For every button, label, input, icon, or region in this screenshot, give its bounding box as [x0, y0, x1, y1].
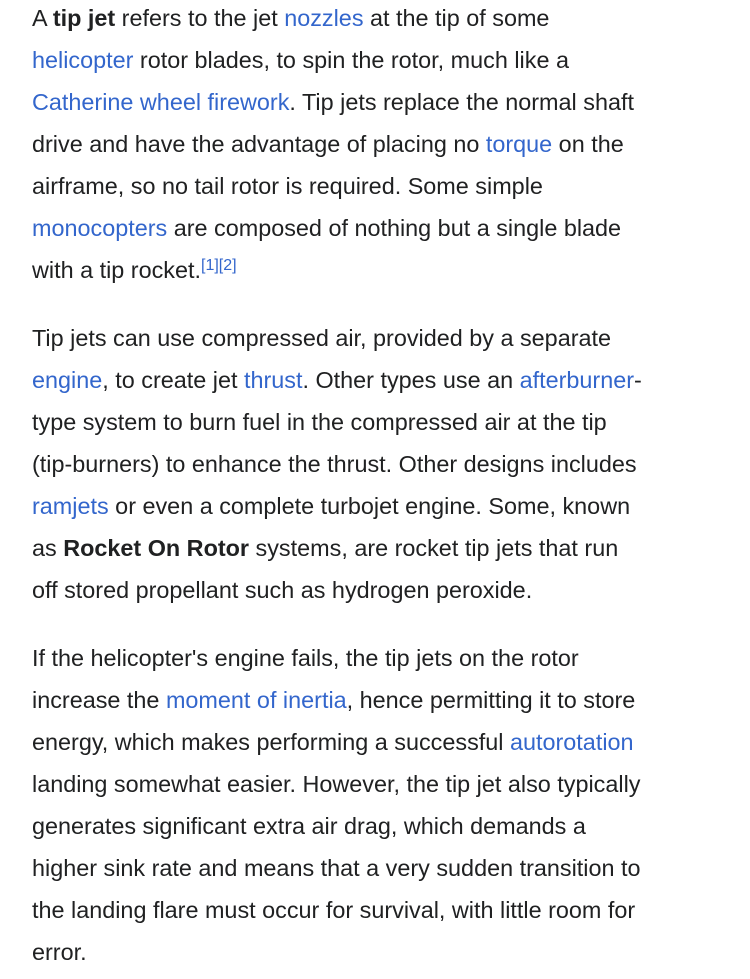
- text-run: type system to burn fuel in the compressed air at the tip: [32, 409, 607, 435]
- text-line: [32, 359, 732, 401]
- text-line: [32, 39, 732, 81]
- text-line: [32, 81, 732, 123]
- article-body: [32, 0, 732, 973]
- text-run: or even a complete turbojet engine. Some, known: [108, 493, 631, 519]
- text-line: [32, 249, 732, 291]
- text-run: off stored propellant such as hydrogen peroxide.: [32, 577, 533, 603]
- text-line: [32, 207, 732, 249]
- wiki-link[interactable]: nozzles: [284, 5, 364, 31]
- text-line: [32, 805, 732, 847]
- citation-ref[interactable]: [1][2]: [201, 257, 237, 274]
- text-run: error.: [32, 939, 87, 965]
- paragraph-engine-failure: [32, 637, 732, 973]
- wiki-link[interactable]: monocopters: [32, 215, 168, 241]
- text-line: [32, 401, 732, 443]
- wiki-link[interactable]: helicopter: [32, 47, 134, 73]
- text-line: [32, 847, 732, 889]
- text-run: systems, are rocket tip jets that run: [249, 535, 619, 561]
- text-run: rotor blades, to spin the rotor, much like a: [133, 47, 569, 73]
- text-run: increase the: [32, 687, 166, 713]
- text-line: [32, 721, 732, 763]
- text-line: [32, 165, 732, 207]
- wiki-link[interactable]: engine: [32, 367, 103, 393]
- text-run: refers to the jet: [115, 5, 285, 31]
- text-run: higher sink rate and means that a very sudden transition to: [32, 855, 641, 881]
- text-line: [32, 443, 732, 485]
- text-run: at the tip of some: [363, 5, 550, 31]
- text-run: Tip jets can use compressed air, provided by a separate: [32, 325, 612, 351]
- text-run: are composed of nothing but a single blade: [167, 215, 622, 241]
- wiki-link[interactable]: torque: [485, 131, 553, 157]
- text-run: , to create jet: [102, 367, 244, 393]
- bold-term: tip jet: [52, 5, 116, 31]
- text-line: [32, 569, 732, 611]
- text-run: , hence permitting it to store: [346, 687, 636, 713]
- text-run: . Other types use an: [302, 367, 520, 393]
- text-line: [32, 637, 732, 679]
- text-line: [32, 763, 732, 805]
- text-run: (tip-burners) to enhance the thrust. Other designs includes: [32, 451, 637, 477]
- text-run: drive and have the advantage of placing no: [32, 131, 486, 157]
- text-run: generates significant extra air drag, which demands a: [32, 813, 586, 839]
- text-line: [32, 123, 732, 165]
- text-run: -: [634, 367, 642, 393]
- text-line: [32, 317, 732, 359]
- bold-term: Rocket On Rotor: [63, 535, 250, 561]
- text-run: airframe, so no tail rotor is required. Some simple: [32, 173, 543, 199]
- text-run: A: [32, 5, 53, 31]
- text-run: the landing flare must occur for survival, with little room for: [32, 897, 636, 923]
- text-line: [32, 0, 732, 39]
- text-run: on the: [552, 131, 624, 157]
- wiki-link[interactable]: ramjets: [32, 493, 109, 519]
- text-run: as: [32, 535, 64, 561]
- wiki-link[interactable]: thrust: [243, 367, 303, 393]
- text-line: [32, 527, 732, 569]
- text-line: [32, 679, 732, 721]
- text-run: with a tip rocket.: [32, 257, 201, 283]
- text-line: [32, 931, 732, 973]
- wiki-link[interactable]: afterburner: [519, 367, 635, 393]
- text-run: If the helicopter's engine fails, the tip jets on the rotor: [32, 645, 579, 671]
- wiki-link[interactable]: autorotation: [509, 729, 634, 755]
- text-run: . Tip jets replace the normal shaft: [289, 89, 634, 115]
- wiki-link[interactable]: moment of inertia: [165, 687, 347, 713]
- text-run: energy, which makes performing a successful: [32, 729, 510, 755]
- paragraph-intro: [32, 0, 732, 291]
- paragraph-propulsion: [32, 317, 732, 611]
- text-line: [32, 485, 732, 527]
- wiki-link[interactable]: Catherine wheel firework: [32, 89, 290, 115]
- text-line: [32, 889, 732, 931]
- text-run: landing somewhat easier. However, the tip jet also typically: [32, 771, 641, 797]
